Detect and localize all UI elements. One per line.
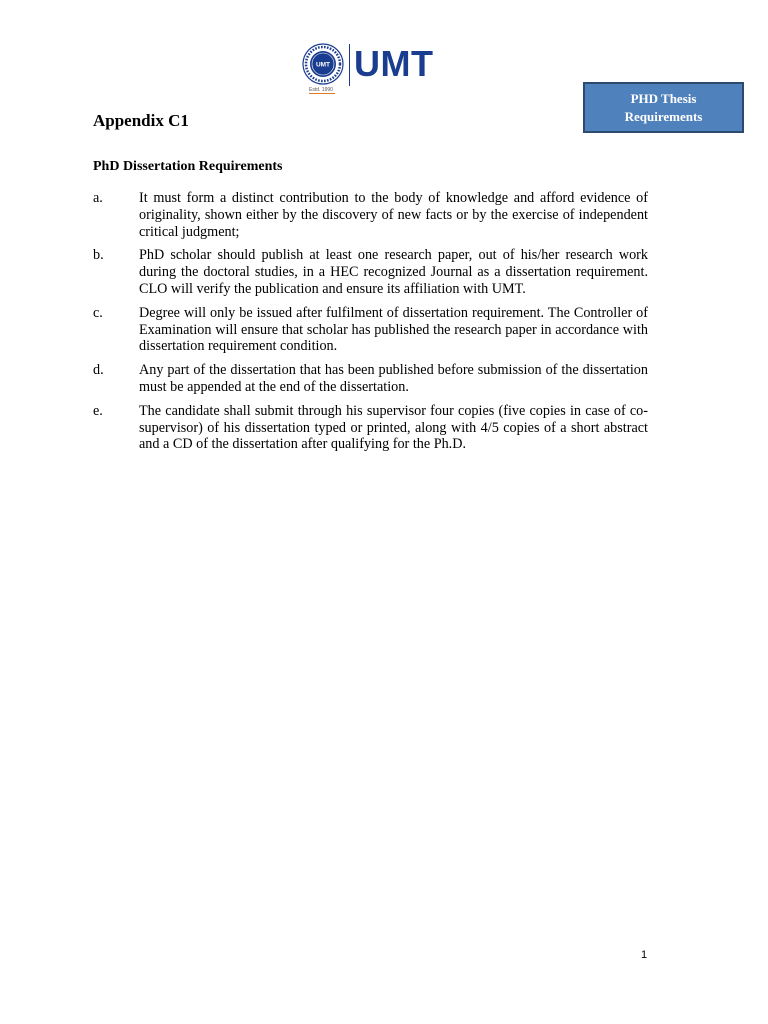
logo-wordmark: UMT — [354, 43, 434, 84]
requirement-marker: a. — [93, 190, 103, 206]
requirement-item-d — [93, 362, 648, 396]
tag-line-2: Requirements — [624, 108, 703, 124]
requirement-item-c — [93, 305, 648, 355]
logo-accent-line — [309, 93, 335, 94]
requirement-text: Any part of the dissertation that has been published before submission of the dissertation must be appended at the end of the dissertation. — [139, 362, 648, 395]
requirement-item-a — [93, 190, 648, 240]
requirement-text: It must form a distinct contribution to the body of knowledge and afford evidence of originality, shown either by the discovery of new facts or by the exercise of independent critical judgment; — [139, 190, 648, 240]
requirement-text: The candidate shall submit through his supervisor four copies (five copies in case of co-supervisor) of his dissertation typed or printed, along with 4/5 copies of a short abstract and a CD of the dissertation after qualifying for the Ph.D. — [139, 402, 648, 453]
university-seal-icon — [302, 43, 344, 85]
seal-text: UMT — [315, 61, 331, 69]
requirement-text: Degree will only be issued after fulfilment of dissertation requirement. The Controller of Examination will ensure that scholar has published the research paper in accordance with dissertation requirement condition. — [139, 304, 648, 355]
page-number: 1 — [641, 949, 648, 961]
requirement-text: PhD scholar should publish at least one research paper, out of his/her research work during the doctoral studies, in a HEC recognized Journal as a dissertation requirement. CLO will verify the publication and ensure its affiliation with UMT. — [139, 247, 648, 297]
logo-established-text: Estd. 1990 — [309, 87, 333, 93]
requirement-marker: c. — [93, 304, 103, 321]
section-title: PhD Dissertation Requirements — [93, 159, 283, 174]
requirement-marker: d. — [93, 362, 104, 379]
logo-divider — [349, 44, 350, 86]
requirement-item-b — [93, 247, 648, 297]
phd-thesis-requirements-tag — [583, 82, 744, 133]
requirement-marker: b. — [93, 247, 104, 264]
requirements-list — [93, 190, 648, 460]
requirement-marker: e. — [93, 402, 103, 419]
requirement-item-e — [93, 403, 648, 453]
tag-line-1: PHD Thesis — [630, 90, 697, 106]
appendix-title: Appendix C1 — [93, 111, 189, 130]
